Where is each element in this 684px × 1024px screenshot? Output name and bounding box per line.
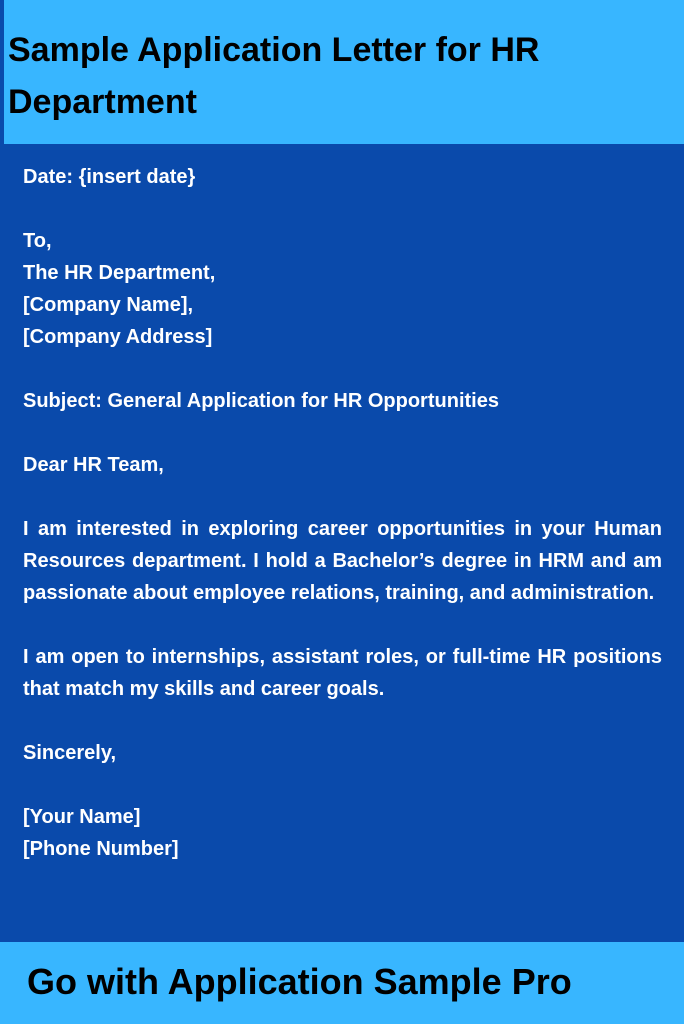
- recipient-line: The HR Department,: [23, 262, 216, 284]
- signature-phone: [Phone Number]: [23, 838, 179, 860]
- letter-paragraph-2: I am open to internships, assistant roles, or full-time HR positions that match my skills and career goals.: [23, 646, 662, 700]
- recipient-line: [Company Name],: [23, 294, 194, 316]
- footer-banner: [0, 942, 684, 1024]
- recipient-block: [23, 225, 662, 353]
- recipient-line: To,: [23, 230, 52, 252]
- letter-body: [23, 161, 662, 897]
- letter-paragraph-1: I am interested in exploring career opportunities in your Human Resources department. I hold a Bachelor’s degree in HRM and am passionate about employee relations, training, and administration.: [23, 518, 662, 604]
- letter-date: Date: {insert date}: [23, 166, 196, 188]
- letter-salutation: Dear HR Team,: [23, 454, 164, 476]
- letter-closing: Sincerely,: [23, 742, 117, 764]
- footer-text: Go with Application Sample Pro: [27, 961, 572, 1002]
- recipient-line: [Company Address]: [23, 326, 213, 348]
- letter-subject: Subject: General Application for HR Opportunities: [23, 390, 499, 412]
- signature-block: [23, 801, 662, 865]
- signature-name: [Your Name]: [23, 806, 141, 828]
- page-title: Sample Application Letter for HR Department: [8, 31, 540, 121]
- title-banner: [0, 0, 684, 144]
